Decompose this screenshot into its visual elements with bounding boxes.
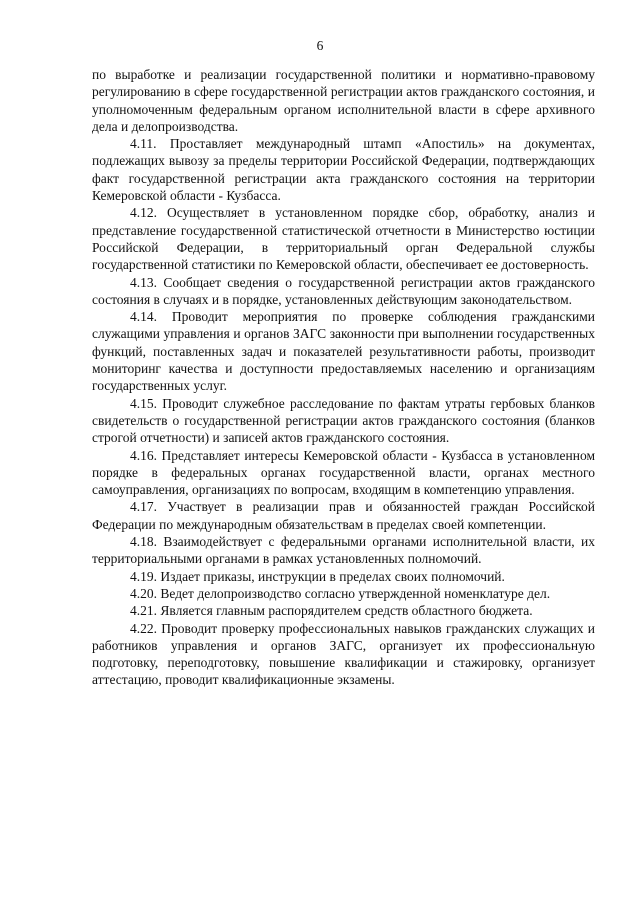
document-body: [92, 66, 595, 689]
page-number: 6: [316, 38, 324, 53]
paragraph-4-19: 4.19. Издает приказы, инструкции в пределах своих полномочий.: [130, 568, 505, 584]
paragraph-4-14: 4.14. Проводит мероприятия по проверке соблюдения гражданскими служащими управления и органов ЗАГС законности при выполнении государственных функций, поставленных задач и показателей результативности работы, производит мониторинг качества и доступности предоставляемых населению и организациям государственных услуг.: [92, 309, 595, 394]
paragraph-4-11: 4.11. Проставляет международный штамп «Апостиль» на документах, подлежащих вывозу за пределы территории Российской Федерации, подтверждающих факт государственной регистрации акта гражданского состояния на территории Кемеровской области - Кузбасса.: [92, 136, 595, 204]
paragraph-4-13: 4.13. Сообщает сведения о государственной регистрации актов гражданского состояния в случаях и в порядке, установленных действующим законодательством.: [92, 274, 595, 307]
paragraph-4-16: 4.16. Представляет интересы Кемеровской области - Кузбасса в установленном порядке в федеральных органах государственной власти, органах местного самоуправления, организациях по вопросам, входящим в компетенцию управления.: [92, 447, 595, 498]
paragraph-4-20: 4.20. Ведет делопроизводство согласно утвержденной номенклатуре дел.: [130, 585, 551, 601]
paragraph-4-17: 4.17. Участвует в реализации прав и обязанностей граждан Российской Федерации по международным обязательствам в пределах своей компетенции.: [92, 499, 595, 532]
paragraph-4-22: 4.22. Проводит проверку профессиональных навыков гражданских служащих и работников управления и органов ЗАГС, организует их профессиональную подготовку, переподготовку, повышение квалификации и стажировку, организует аттестацию, проводит квалификационные экзамены.: [92, 620, 595, 688]
paragraph-4-12: 4.12. Осуществляет в установленном порядке сбор, обработку, анализ и представление государственной статистической отчетности в Министерство юстиции Российской Федерации, в территориальный орган Федеральной службы государственной статистики по Кемеровской области, обеспечивает ее достоверность.: [92, 205, 595, 273]
paragraph-continuation: по выработке и реализации государственной политики и нормативно-правовому регулированию в сфере государственной регистрации актов гражданского состояния, и уполномоченным федеральным органом исполнительной власти в сфере архивного дела и делопроизводства.: [92, 67, 595, 134]
paragraph-4-15: 4.15. Проводит служебное расследование по фактам утраты гербовых бланков свидетельств о государственной регистрации актов гражданского состояния (бланков строгой отчетности) и записей актов гражданского состояния.: [92, 395, 595, 446]
paragraph-4-18: 4.18. Взаимодействует с федеральными органами исполнительной власти, их территориальными органами в рамках установленных полномочий.: [92, 534, 595, 567]
paragraph-4-21: 4.21. Является главным распорядителем средств областного бюджета.: [130, 603, 533, 619]
